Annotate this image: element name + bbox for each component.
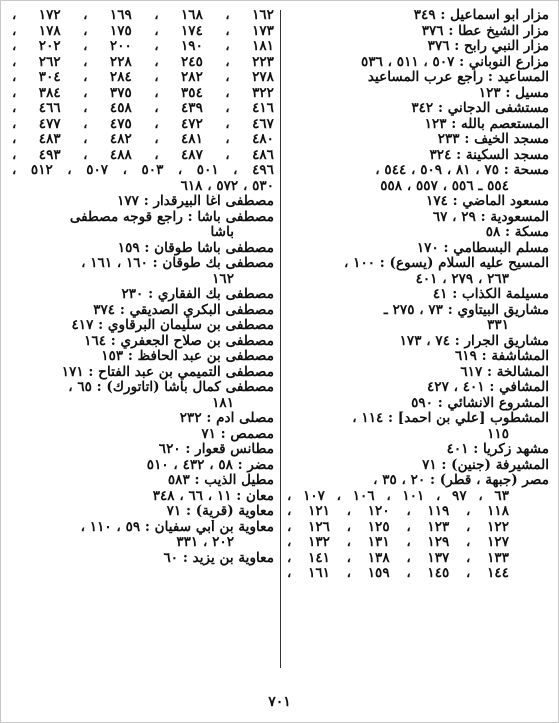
index-entry-line: ١٦٢ bbox=[212, 271, 234, 287]
index-entry-line: مصطفى كمال باشا (اتاتورك) : ٦٥ ، bbox=[68, 380, 274, 395]
index-entry-line: ١١٥ bbox=[487, 426, 509, 442]
index-entry-line: مصلى آدم : ٢٣٢ bbox=[179, 411, 274, 426]
index-entry-line: مسجد السكينة : ٣٢٤ bbox=[429, 147, 549, 163]
index-entry-line: معاوية بن أبي سفيان : ٥٩ ، ١١٠ ، bbox=[80, 519, 274, 535]
index-entry-line: مسجد الخيف : ٢٣٣ bbox=[437, 132, 549, 147]
page-number: ٧٠١ bbox=[268, 694, 291, 710]
index-entry-line: مشاريق الجرار : ٧٤ ، ١٧٣ bbox=[399, 333, 549, 349]
index-entry-line: ١٤٤ ، ١٤٥ ، ١٥٩ ، ١٦١ ، bbox=[287, 566, 509, 581]
index-entry-line: معان : ١١ ، ٦٦ ، ٣٤٨ bbox=[152, 488, 274, 504]
index-entry-line: ٢٠٢ ، ٣٣١ bbox=[176, 535, 234, 550]
index-entry-line: مشاريق البيتاوي : ٧٣ ، ٢٧٥ ـ bbox=[383, 302, 549, 318]
index-entry-line: مطيل الذيب : ٥٨٣ bbox=[167, 473, 274, 488]
index-entry-line: ٥٣٠ ، ٥٧٢ ، ٦١٨ bbox=[180, 178, 274, 194]
column-divider bbox=[280, 10, 281, 668]
index-entry-line: مسيلمة الكذاب : ٤١ bbox=[432, 287, 549, 302]
index-entry-line: ١٣٣ ، ١٣٧ ، ١٣٨ ، ١٤١ ، bbox=[287, 550, 509, 566]
index-entry-line: ١٦٢ ، ١٦٨ ، ١٦٩ ، ١٧٢ ، bbox=[12, 8, 274, 23]
index-entry-line: مصطفى باشا : راجع قوجه مصطفى bbox=[69, 209, 274, 225]
index-entry-line: ١٨١ bbox=[212, 395, 234, 411]
index-entry-line: مصطفى بن سليمان البرقاوي : ٤١٧ bbox=[71, 318, 274, 333]
index-entry-line: المشطوب [علي بن احمد] : ١١٤ ، bbox=[352, 411, 549, 426]
index-entry-line: المساعيد : راجع عرب المساعيد bbox=[367, 70, 549, 85]
index-entry-line: ١٢٧ ، ١٢٩ ، ١٣١ ، ١٣٢ ، bbox=[287, 535, 509, 550]
index-entry-line: المسعودية : ٢٩ ، ٦٧ bbox=[432, 209, 549, 225]
index-entry-line: ٣٢٢ ، ٣٥٤ ، ٣٧٥ ، ٣٨٤ ، bbox=[12, 85, 274, 101]
index-entry-line: ١١٨ ، ١١٩ ، ١٢٠ ، ١٢١ ، bbox=[287, 504, 509, 519]
index-entry-line: مصمص : ٧١ bbox=[201, 426, 274, 442]
index-entry-line: ٤٦٧ ، ٤٧٢ ، ٤٧٥ ، ٤٧٧ ، bbox=[12, 116, 274, 132]
index-entry-line: معاوية (قرية) : ٧١ bbox=[166, 504, 274, 519]
index-entry-line: ١٨١ ، ١٩٠ ، ٢٠٠ ، ٢٠٢ ، bbox=[12, 39, 274, 54]
index-entry-line: مسحة : ٧٥ ، ٨١ ، ٥٠٩ ، ٥٤٤ ، bbox=[375, 163, 549, 178]
index-entry-line: ٦٣ ، ٩٧ ، ١٠١ ، ١٠٦ ، ١٠٧ ، bbox=[287, 488, 510, 504]
index-entry-line: ٤٩٦ ، ٥٠١ ، ٥٠٣ ، ٥٠٧ ، ٥١٢ ، bbox=[12, 163, 274, 178]
index-entry-line: ١٧٣ ، ١٧٤ ، ١٧٥ ، ١٧٨ ، bbox=[12, 23, 274, 39]
index-entry-line: المشيرفة (جنين) : ٧١ bbox=[422, 457, 549, 473]
index-entry-line: مسعود الماضي : ١٧٤ bbox=[426, 194, 549, 209]
index-entry-line: مزارع النوباني : ٥٠٧ ، ٥١١ ، ٥٣٦ bbox=[361, 54, 549, 70]
index-entry-line: ٢٧٨ ، ٢٨٢ ، ٢٨٤ ، ٣٠٤ ، bbox=[12, 70, 274, 85]
index-entry-line: مسلم البسطامي : ١٧٠ bbox=[416, 240, 549, 256]
index-entry-line: ٢٦٣ ، ٢٧٩ ، ٤٠١ bbox=[415, 271, 509, 287]
index-entry-line: المشروع الانشائي : ٥٩٠ bbox=[411, 395, 549, 411]
index-entry-line: ٤١٦ ، ٤٣٩ ، ٤٥٨ ، ٤٦٦ ، bbox=[12, 101, 274, 116]
index-entry-line: مزار النبي رابح : ٣٧٦ bbox=[427, 39, 549, 54]
index-entry-line: مصطفى التميمي بن عبد الفتاح : ١٧١ bbox=[61, 364, 274, 380]
index-entry-line: معاوية بن يزيد : ٦٠ bbox=[163, 550, 274, 566]
index-entry-line: مسيل : ١٢٣ bbox=[478, 85, 549, 101]
index-entry-line: المشاشفة : ٦١٩ bbox=[455, 349, 549, 364]
index-entry-line: ٤٨٠ ، ٤٨١ ، ٤٨٢ ، ٤٨٣ ، bbox=[12, 132, 274, 147]
index-entry-line: مضر : ٥٨ ، ٤٣٢ ، ٥١٠ bbox=[146, 457, 274, 473]
index-entry-line: المشافي : ٤٠١ ، ٤٢٧ bbox=[426, 380, 549, 395]
index-entry-line: مستشفى الدجاني : ٣٤٢ bbox=[411, 101, 549, 116]
index-entry-line: مزار ابو اسماعيل : ٣٤٩ bbox=[413, 8, 549, 23]
index-entry-line: المشالخة : ٦١٧ bbox=[460, 364, 549, 380]
index-entry-line: مصطفى البكري الصديقي : ٣٧٤ bbox=[93, 302, 274, 318]
index-entry-line: مصطفى بن عبد الحافظ : ١٥٣ bbox=[101, 349, 274, 364]
index-entry-line: مصطفى بك الفقاري : ٢٣٠ bbox=[121, 287, 274, 302]
index-entry-line: مزار الشيخ عطا : ٣٧٦ bbox=[421, 23, 549, 39]
index-entry-line: ٥٥٤ ـ ٥٥٦ ، ٥٥٧ ، ٥٥٨ bbox=[380, 178, 509, 194]
index-entry-line: مشهد زكريا : ٤٠١ bbox=[446, 442, 549, 457]
index-column-right bbox=[287, 8, 549, 582]
index-column-left bbox=[12, 8, 274, 566]
index-entry-line: باشا bbox=[210, 225, 234, 240]
index-entry-line: المستعصم بالله : ١٢٣ bbox=[424, 116, 549, 132]
index-entry-line: مصر (جبهة ، قطر) : ٢٠ ، ٣٥ ، bbox=[373, 473, 549, 488]
index-entry-line: مصطفى باشا طوقان : ١٥٩ bbox=[117, 240, 274, 256]
index-entry-line: مصطفى آغا البيرقدار : ١٧٧ bbox=[117, 194, 274, 209]
index-entry-line: مصطفى بن صلاح الجعفري : ١٦٤ bbox=[84, 333, 274, 349]
index-entry-line: ١٢٢ ، ١٢٣ ، ١٢٥ ، ١٢٦ ، bbox=[287, 519, 509, 535]
index-entry-line: مطانس قعوار : ٦٢٠ bbox=[158, 442, 274, 457]
index-entry-line: ٤٨٦ ، ٤٨٧ ، ٤٨٨ ، ٤٩٣ ، bbox=[12, 147, 274, 163]
index-entry-line: المسيح عليه السلام (يسوع) : ١٠٠ ، bbox=[344, 256, 549, 271]
index-entry-line: مصطفى بك طوقان : ١٦٠ ، ١٦١ ، bbox=[81, 256, 274, 271]
index-entry-line: مسكة : ٥٨ bbox=[485, 225, 549, 240]
index-entry-line: ٢٢٣ ، ٢٤٥ ، ٢٢٨ ، ٢٦٢ ، bbox=[12, 54, 274, 70]
index-entry-line: ٣٣١ bbox=[487, 318, 509, 333]
